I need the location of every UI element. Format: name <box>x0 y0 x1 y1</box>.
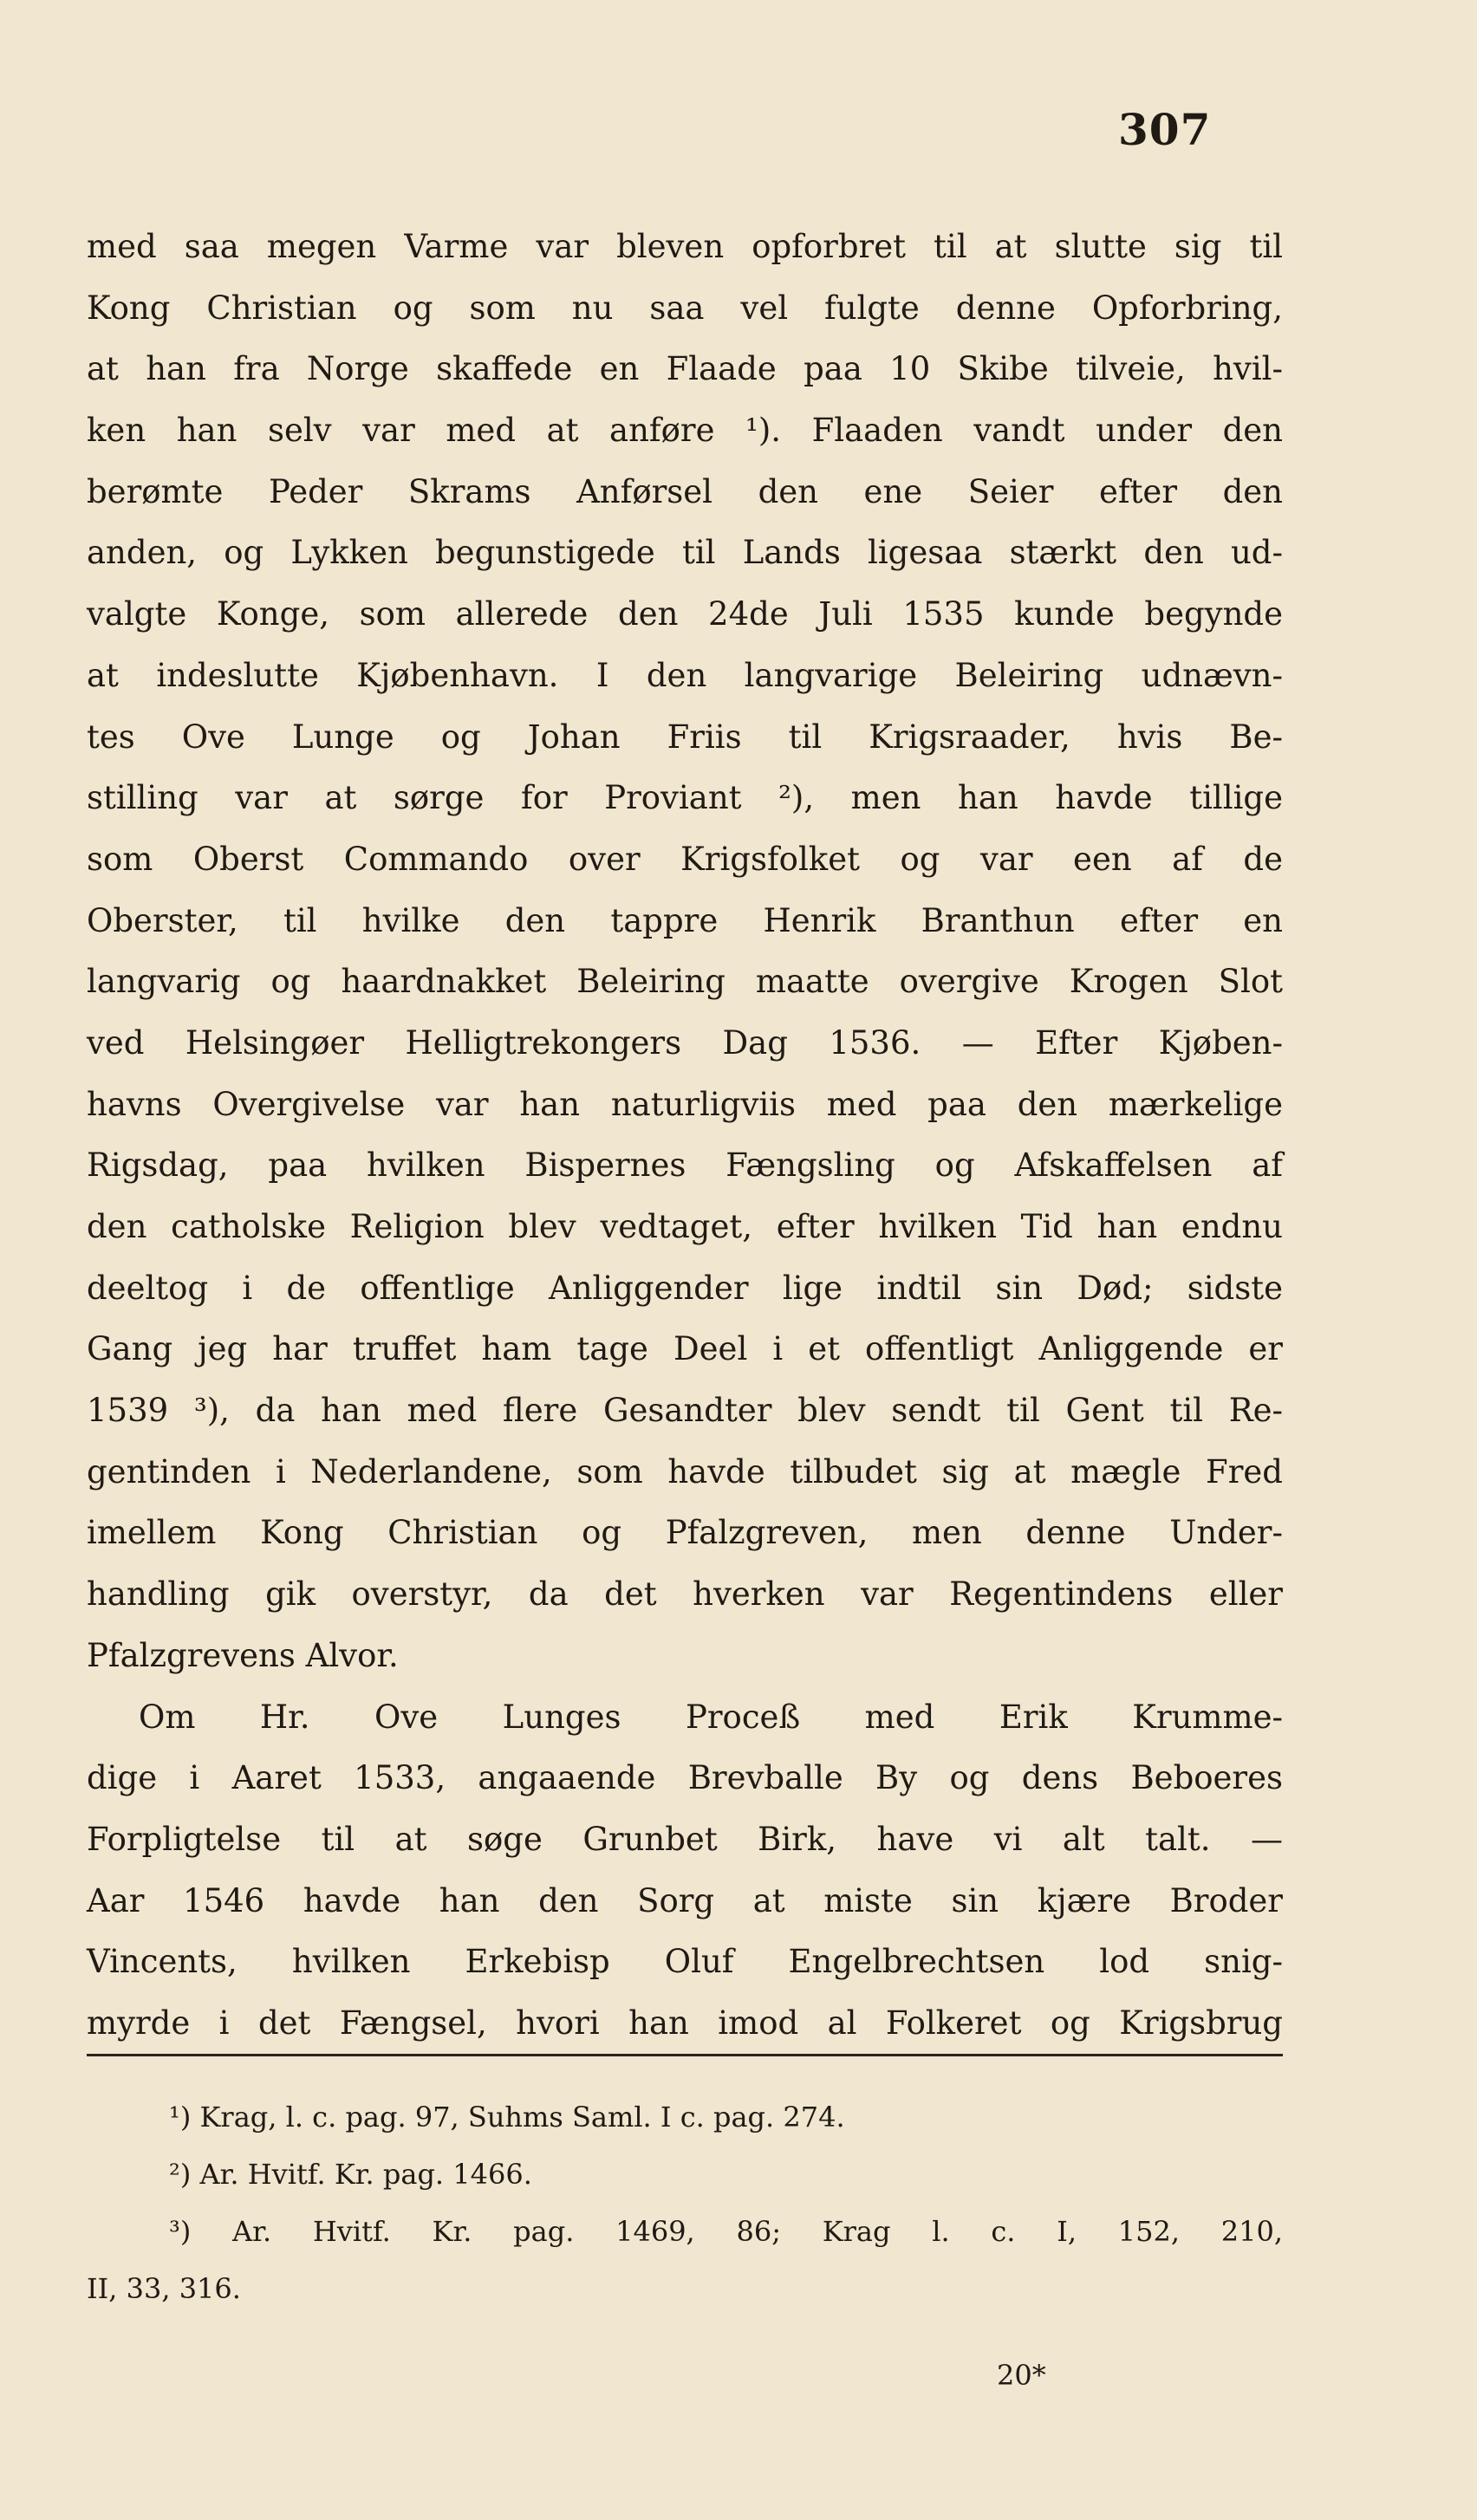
text-line: dige i Aaret 1533, angaaende Brevballe By og dens Beboeres <box>87 1759 1283 1797</box>
text-line: Kong Christian og som nu saa vel fulgte denne Opforbring, <box>87 289 1283 327</box>
text-line-paragraph-end: Pfalzgrevens Alvor. <box>87 1636 399 1674</box>
text-line: havns Overgivelse var han naturligviis med paa den mærkelige <box>87 1085 1283 1123</box>
text-line-paragraph-start: Om Hr. Ove Lunges Proceß med Erik Krumme- <box>139 1698 1283 1736</box>
text-line: Vincents, hvilken Erkebisp Oluf Engelbrechtsen lod snig- <box>87 1943 1283 1981</box>
text-line: med saa megen Varme var bleven opforbret til at slutte sig til <box>87 228 1283 265</box>
text-line: tes Ove Lunge og Johan Friis til Krigsraader, hvis Be- <box>87 718 1283 756</box>
footnote: ¹) Krag, l. c. pag. 97, Suhms Saml. I c. pag. 274. <box>169 2101 845 2134</box>
text-line: langvarig og haardnakket Beleiring maatte overgive Krogen Slot <box>87 963 1283 1001</box>
text-line: at han fra Norge skaffede en Flaade paa 10 Skibe tilveie, hvil- <box>87 350 1283 388</box>
text-line: gentinden i Nederlandene, som havde tilbudet sig at mægle Fred <box>87 1452 1283 1491</box>
printer-signature-mark: 20* <box>997 2359 1046 2392</box>
text-line: ved Helsingøer Helligtrekongers Dag 1536. — Efter Kjøben- <box>87 1023 1283 1062</box>
text-line: Forpligtelse til at søge Grunbet Birk, have vi alt talt. — <box>87 1820 1283 1858</box>
text-line: stilling var at sørge for Proviant ²), men han havde tillige <box>87 779 1283 817</box>
text-line: den catholske Religion blev vedtaget, efter hvilken Tid han endnu <box>87 1208 1283 1245</box>
text-line: ken han selv var med at anføre ¹). Flaaden vandt under den <box>87 412 1283 450</box>
text-line: som Oberst Commando over Krigsfolket og var een af de <box>87 840 1283 878</box>
text-line: at indeslutte Kjøbenhavn. I den langvarige Beleiring udnævn- <box>87 656 1283 694</box>
text-line: valgte Konge, som allerede den 24de Juli 1535 kunde begynde <box>87 595 1283 633</box>
text-line: 1539 ³), da han med flere Gesandter blev sendt til Gent til Re- <box>87 1392 1283 1430</box>
footnote-divider <box>87 2054 1283 2056</box>
text-line: deeltog i de offentlige Anliggender lige indtil sin Død; sidste <box>87 1269 1283 1307</box>
body-text <box>87 217 1283 2055</box>
text-line: Gang jeg har truffet ham tage Deel i et offentligt Anliggende er <box>87 1330 1283 1368</box>
text-line: Oberster, til hvilke den tappre Henrik Branthun efter en <box>87 901 1283 939</box>
footnote-continuation: II, 33, 316. <box>87 2272 241 2305</box>
text-line: myrde i det Fængsel, hvori han imod al Folkeret og Krigsbrug <box>87 2004 1283 2042</box>
text-line: berømte Peder Skrams Anførsel den ene Seier efter den <box>87 472 1283 510</box>
footnote: ²) Ar. Hvitf. Kr. pag. 1466. <box>169 2158 532 2191</box>
text-line: imellem Kong Christian og Pfalzgreven, men denne Under- <box>87 1514 1283 1552</box>
text-line: handling gik overstyr, da det hverken var Regentindens eller <box>87 1575 1283 1614</box>
text-line: Rigsdag, paa hvilken Bispernes Fængsling og Afskaffelsen af <box>87 1146 1283 1185</box>
text-line: anden, og Lykken begunstigede til Lands ligesaa stærkt den ud- <box>87 534 1283 572</box>
page-number: 307 <box>1118 104 1212 155</box>
text-line: Aar 1546 havde han den Sorg at miste sin kjære Broder <box>87 1881 1283 1919</box>
footnotes <box>87 2088 1283 2317</box>
footnote: ³) Ar. Hvitf. Kr. pag. 1469, 86; Krag l. c. I, 152, 210, <box>169 2215 1283 2248</box>
